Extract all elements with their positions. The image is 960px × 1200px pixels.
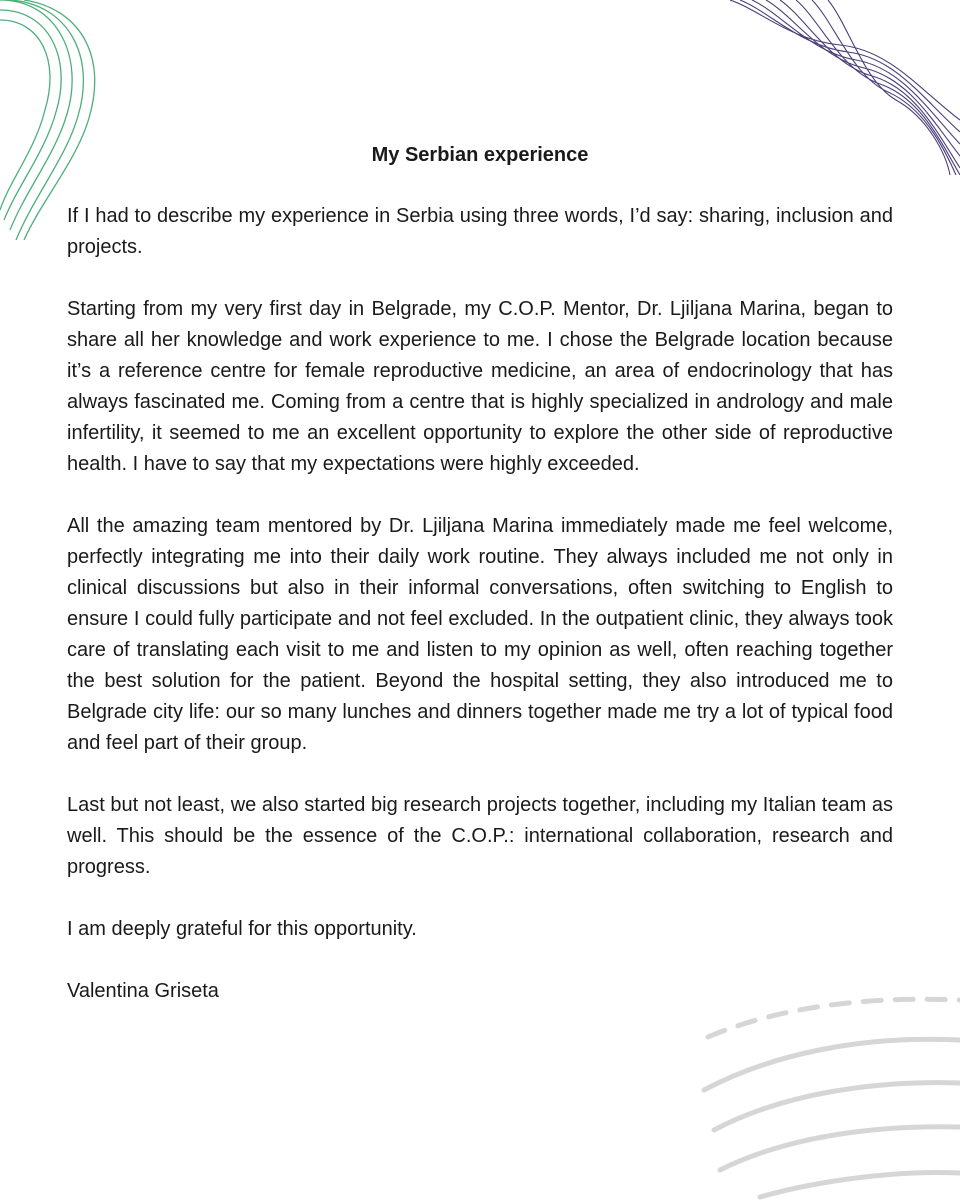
document-title: My Serbian experience bbox=[371, 144, 589, 166]
letter-body bbox=[67, 140, 893, 1007]
signature: Valentina Griseta bbox=[67, 980, 219, 1002]
paragraph-gratitude: I am deeply grateful for this opportunity. bbox=[67, 918, 417, 940]
paragraph-intro: If I had to describe my experience in Serbia using three words, I’d say: sharing, inclusion and projects. bbox=[67, 205, 893, 258]
paragraph-team: All the amazing team mentored by Dr. Ljiljana Marina immediately made me feel welcome, perfectly integrating me into their daily work routine. They always included me not only in clinical discussions but also in their informal conversations, often switching to English to ensure I could fully participate and not feel excluded. In the outpatient clinic, they always took care of translating each visit to me and listen to my opinion as well, often reaching together the best solution for the patient. Beyond the hospital setting, they also introduced me to Belgrade city life: our so many lunches and dinners together made me try a lot of typical food and feel part of their group. bbox=[67, 515, 893, 754]
paragraph-research: Last but not least, we also started big research projects together, including my Italian team as well. This should be the essence of the C.O.P.: international collaboration, research and progress. bbox=[67, 794, 893, 878]
paragraph-mentor: Starting from my very first day in Belgrade, my C.O.P. Mentor, Dr. Ljiljana Marina, began to share all her knowledge and work experience to me. I chose the Belgrade location because it’s a reference centre for female reproductive medicine, an area of endocrinology that has always fascinated me. Coming from a centre that is highly specialized in andrology and male infertility, it seemed to me an excellent opportunity to explore the other side of reproductive health. I have to say that my expectations were highly exceeded. bbox=[67, 298, 893, 475]
gray-dashed-wave-lines-decoration bbox=[700, 985, 960, 1200]
